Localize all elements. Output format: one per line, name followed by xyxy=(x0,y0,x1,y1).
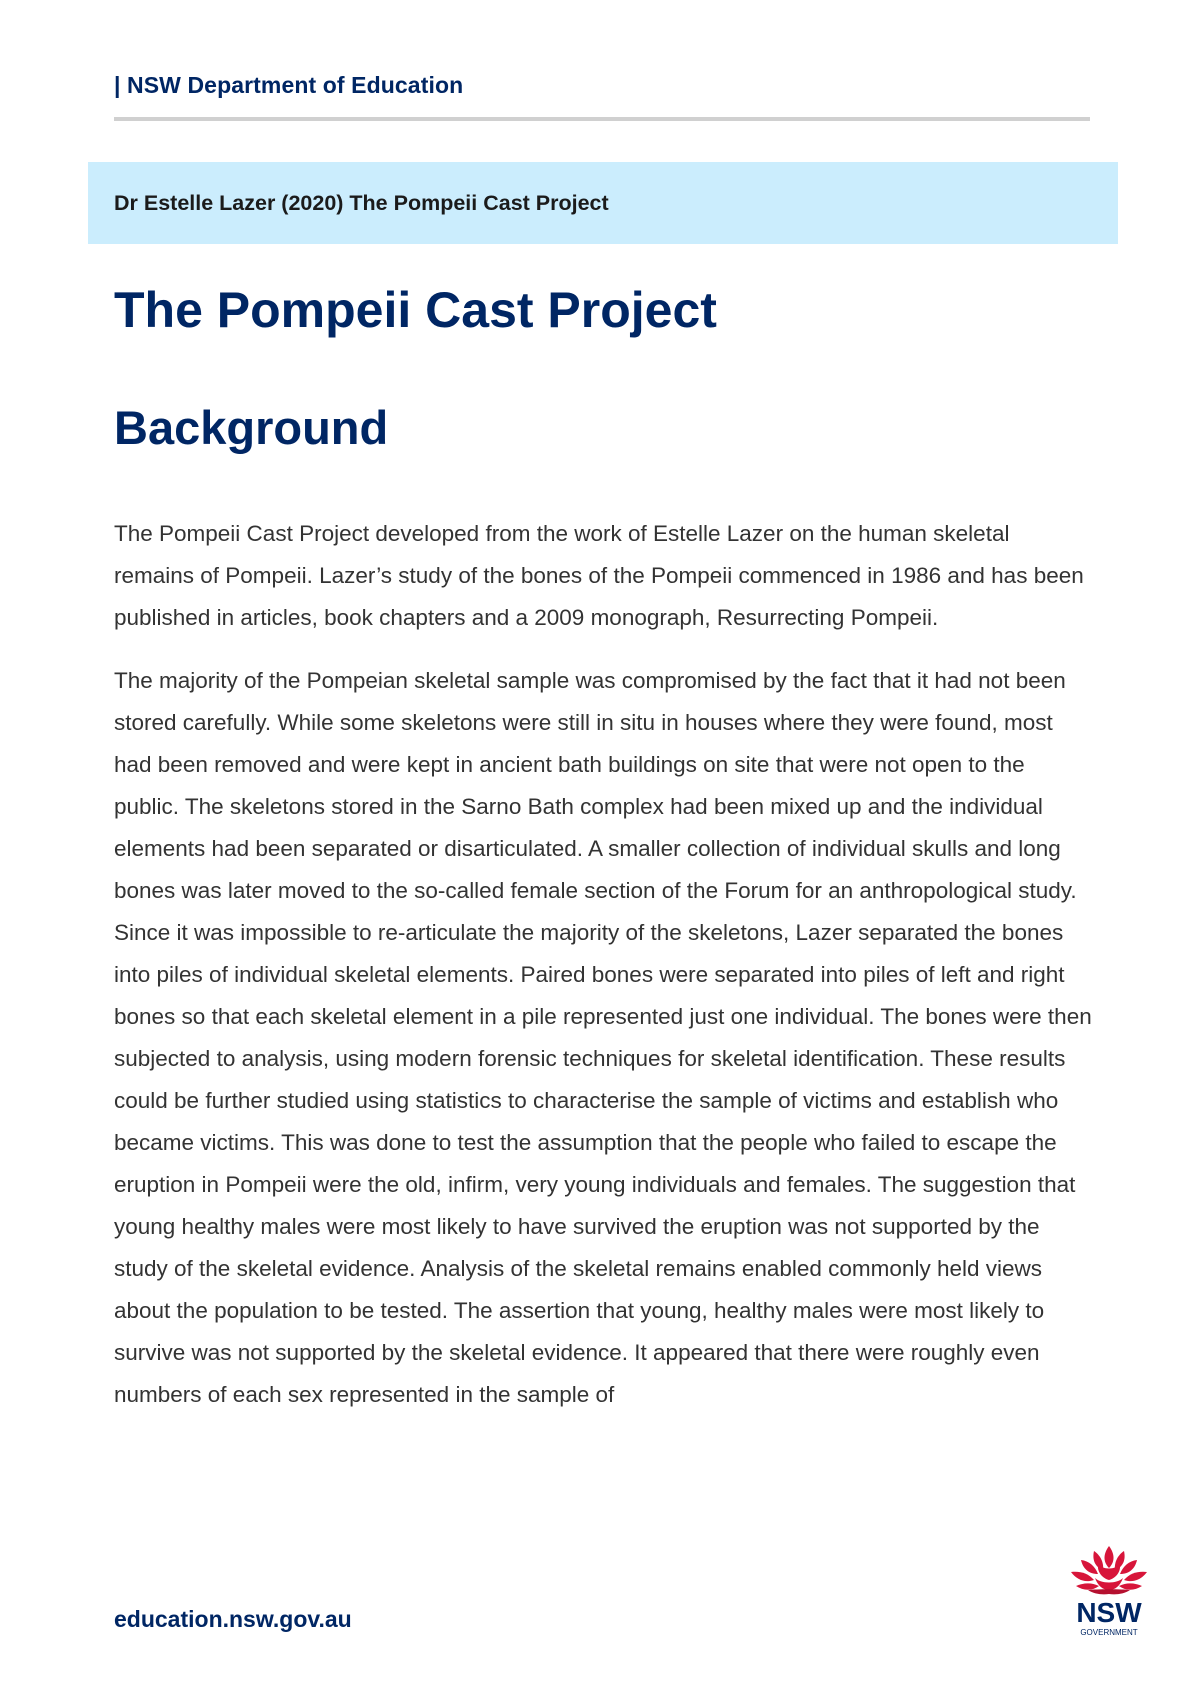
footer-url: education.nsw.gov.au xyxy=(114,1606,352,1632)
logo-government-text: GOVERNMENT xyxy=(1080,1628,1138,1637)
paragraph: The Pompeii Cast Project developed from the work of Estelle Lazer on the human skeletal remains of Pompeii. Lazer’s study of the bones of the Pompeii commenced in 1986 and has been published in articles, book chapters and a 2009 monograph, Resurrecting Pompeii. xyxy=(114,521,1084,630)
header-divider xyxy=(114,117,1090,121)
page-title: The Pompeii Cast Project xyxy=(114,282,717,338)
nsw-government-logo xyxy=(1062,1540,1156,1640)
department-header: | NSW Department of Education xyxy=(114,72,464,98)
logo-nsw-text: NSW xyxy=(1076,1597,1142,1628)
paragraph: The majority of the Pompeian skeletal sample was compromised by the fact that it had not been stored carefully. While some skeletons were still in situ in houses where they were found, most had been removed and were kept in ancient bath buildings on site that were not open to the public. The skeletons stored in the Sarno Bath complex had been mixed up and the individual elements had been separated or disarticulated. A smaller collection of individual skulls and long bones was later moved to the so-called female section of the Forum for an anthropological study. Since it was impossible to re-articulate the majority of the skeletons, Lazer separated the bones into piles of individual skeletal elements. Paired bones were separated into piles of left and right bones so that each skeletal element in a pile represented just one individual. The bones were then subjected to analysis, using modern forensic techniques for skeletal identification. These results could be further studied using statistics to characterise the sample of victims and establish who became victims. This was done to test the assumption that the people who failed to escape the eruption in Pompeii were the old, infirm, very young individuals and females. The suggestion that young healthy males were most likely to have survived the eruption was not supported by the study of the skeletal evidence. Analysis of the skeletal remains enabled commonly held views about the population to be tested. The assertion that young, healthy males were most likely to survive was not supported by the skeletal evidence. It appeared that there were roughly even numbers of each sex represented in the sample of xyxy=(114,668,1092,1407)
waratah-icon xyxy=(1071,1546,1147,1594)
citation-text: Dr Estelle Lazer (2020) The Pompeii Cast Project xyxy=(114,190,609,215)
citation-callout xyxy=(88,162,1118,244)
body-content xyxy=(114,513,1094,1437)
section-heading-background: Background xyxy=(114,401,389,454)
